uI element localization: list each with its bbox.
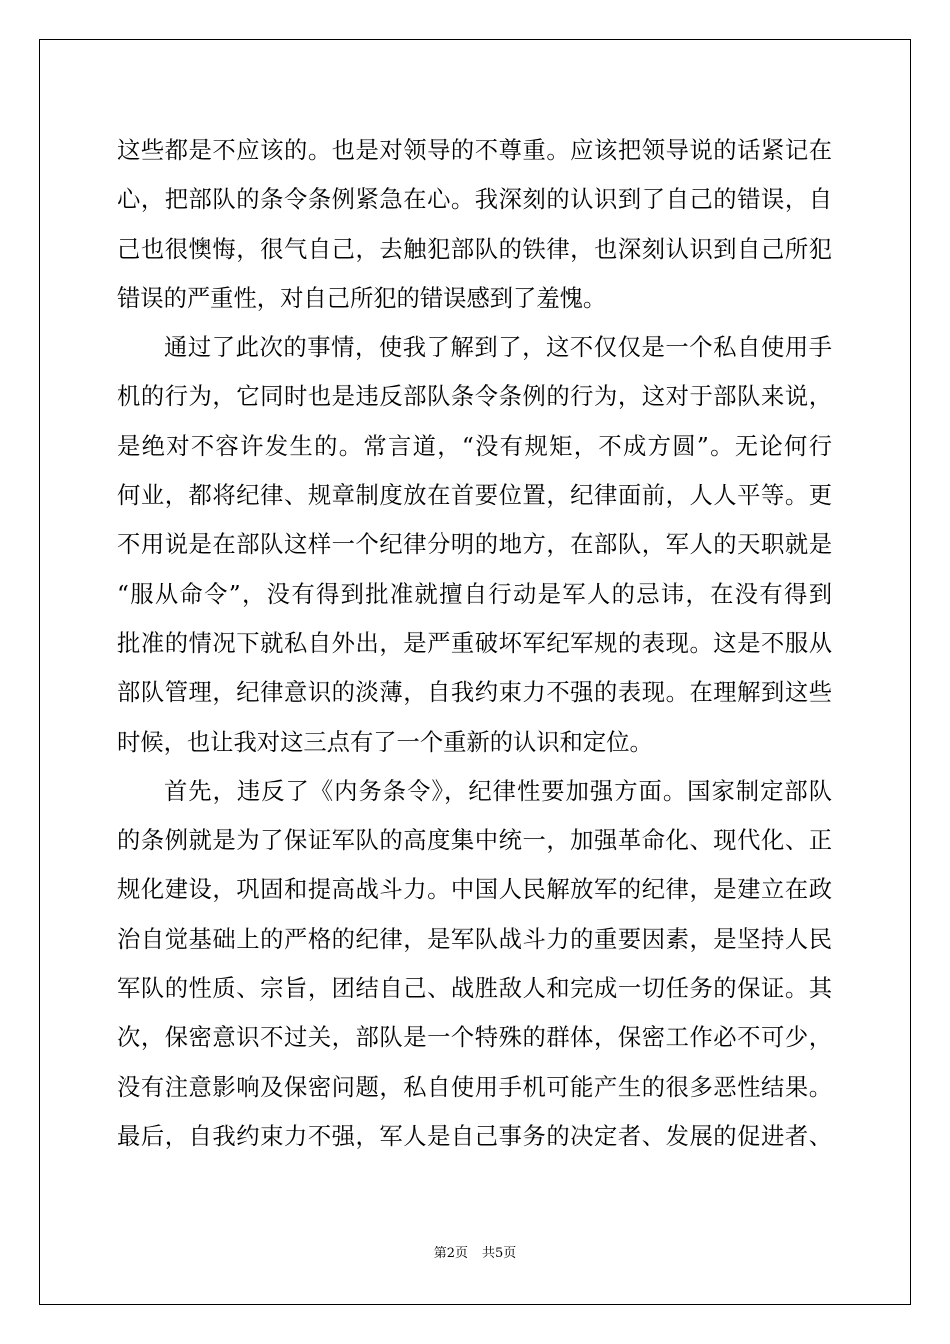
- text-line: 没有注意影响及保密问题，私自使用手机可能产生的很多恶性结果。: [117, 1073, 832, 1101]
- text-line: 部队管理，纪律意识的淡薄，自我约束力不强的表现。在理解到这些: [117, 679, 832, 707]
- text-line: 治自觉基础上的严格的纪律，是军队战斗力的重要因素，是坚持人民: [117, 925, 832, 953]
- text-line: “服从命令”，没有得到批准就擅自行动是军人的忌讳，在没有得到: [117, 580, 832, 608]
- page-total: 共5页: [482, 1246, 517, 1261]
- document-body: [117, 126, 832, 1161]
- text-line: 错误的严重性，对自己所犯的错误感到了羞愧。: [117, 284, 607, 312]
- text-line: 军队的性质、宗旨，团结自己、战胜敌人和完成一切任务的保证。其: [117, 975, 832, 1003]
- text-line: 是绝对不容许发生的。常言道，“没有规矩，不成方圆”。无论何行: [117, 432, 832, 460]
- text-line: 不用说是在部队这样一个纪律分明的地方，在部队，军人的天职就是: [117, 531, 832, 559]
- text-line: 的条例就是为了保证军队的高度集中统一，加强革命化、现代化、正: [117, 827, 832, 855]
- text-line: 规化建设，巩固和提高战斗力。中国人民解放军的纪律，是建立在政: [117, 876, 832, 904]
- text-line: 通过了此次的事情，使我了解到了，这不仅仅是一个私自使用手: [164, 334, 832, 362]
- text-line: 最后，自我约束力不强，军人是自己事务的决定者、发展的促进者、: [117, 1122, 832, 1150]
- page-footer: [0, 1246, 950, 1262]
- text-line: 次，保密意识不过关，部队是一个特殊的群体，保密工作必不可少，: [117, 1024, 832, 1052]
- text-line: 何业，都将纪律、规章制度放在首要位置，纪律面前，人人平等。更: [117, 482, 832, 510]
- text-line: 己也很懊悔，很气自己，去触犯部队的铁律，也深刻认识到自己所犯: [117, 235, 832, 263]
- text-line: 这些都是不应该的。也是对领导的不尊重。应该把领导说的话紧记在: [117, 137, 832, 164]
- text-line: 批准的情况下就私自外出，是严重破坏军纪军规的表现。这是不服从: [117, 629, 832, 657]
- text-line: 首先，违反了《内务条令》，纪律性要加强方面。国家制定部队: [164, 777, 832, 805]
- text-line: 时候，也让我对这三点有了一个重新的认识和定位。: [117, 728, 653, 756]
- text-line: 机的行为，它同时也是违反部队条令条例的行为，这对于部队来说，: [117, 383, 832, 411]
- text-line: 心，把部队的条令条例紧急在心。我深刻的认识到了自己的错误，自: [117, 186, 832, 214]
- page-number: 第2页: [433, 1246, 468, 1261]
